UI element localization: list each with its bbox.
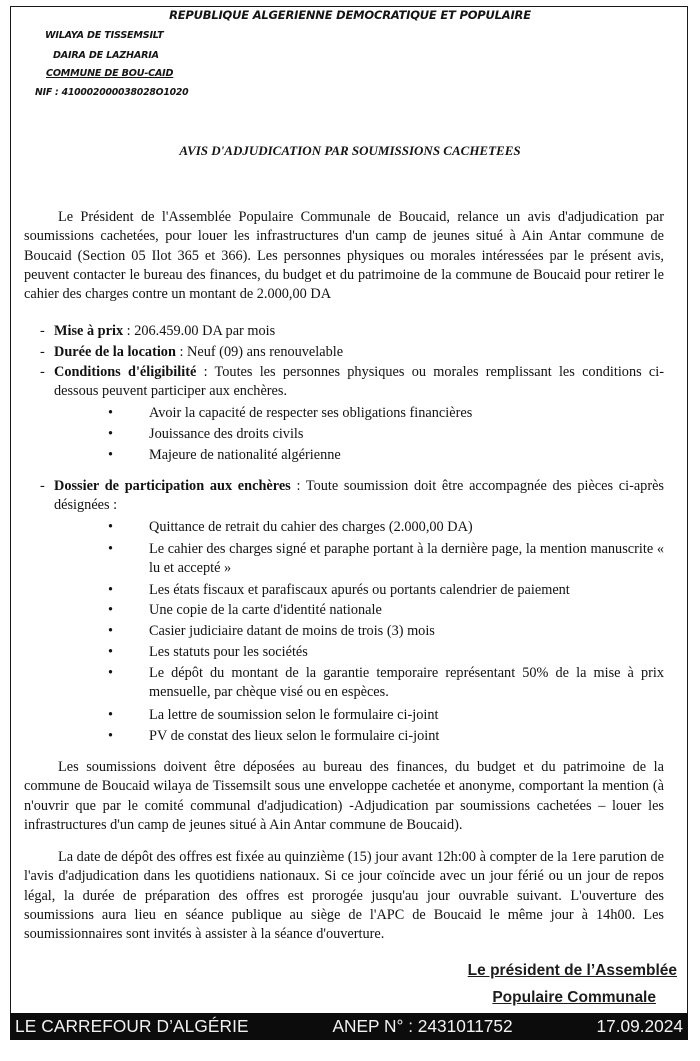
signature-line-2: Populaire Communale xyxy=(492,989,656,1006)
intro-text: Le Président de l'Assemblée Populaire Communale de Boucaid, relance un avis d'adjudication par soumissions cachetées, pour louer les infrastructures d'un camp de jeunes situé à Ain Antar commune de Boucaid (Section 05 Ilot 365 et 366). Les personnes physiques ou morales intéressées par le présent avis, peuvent contacter le bureau des finances, du budget et du patrimoine de la commune de Boucaid pour retirer le cahier des charges contre un montant de 2.000,00 DA xyxy=(24,209,664,303)
dot-bullet-icon: • xyxy=(108,447,114,463)
signature-line-1: Le président de l’Assemblée xyxy=(467,962,677,979)
required-document xyxy=(108,622,664,641)
document-text: Le dépôt du montant de la garantie temporaire représentant 50% de la mise à prix mensuelle, par chèque visé ou en espèces. xyxy=(149,665,664,701)
required-document xyxy=(108,727,664,746)
submission-text: Les soumissions doivent être déposées au bureau des finances, du budget et du patrimoine de la commune de Boucaid wilaya de Tissemsilt sous une enveloppe cachetée et anonyme, comportant la mention (à n'ouvrir que par le comité communal d'adjudication) -Adjudication par soumissions cachetées – louer les infrastructures d'un camp de jeunes situé à Ain Antar commune de Boucaid). xyxy=(24,759,664,833)
document-text: Les statuts pour les sociétés xyxy=(149,644,308,660)
document-text: Le cahier des charges signé et paraphe portant à la dernière page, la mention manuscrite « lu et accepté » xyxy=(149,541,664,577)
deadline-paragraph xyxy=(24,848,664,944)
dot-bullet-icon: • xyxy=(108,519,114,535)
wilaya-line: WILAYA DE TISSEMSILT xyxy=(45,30,164,41)
submission-paragraph xyxy=(24,758,664,835)
dash-bullet-icon: - xyxy=(40,364,45,380)
document-text: Une copie de la carte d'identité nationale xyxy=(149,602,382,618)
publication-footer xyxy=(10,1013,688,1040)
dot-bullet-icon: • xyxy=(108,623,114,639)
item-text: : Neuf (09) ans renouvelable xyxy=(175,344,344,360)
dot-bullet-icon: • xyxy=(108,582,114,598)
item-label: Mise à prix xyxy=(54,323,124,339)
notice-title: AVIS D'ADJUDICATION PAR SOUMISSIONS CACHETEES xyxy=(179,143,521,158)
eligibility-condition xyxy=(108,446,664,465)
item-label: Conditions d'éligibilité xyxy=(54,364,197,380)
nif-line: NIF : 410002000038028O1020 xyxy=(35,87,189,98)
condition-text: Jouissance des droits civils xyxy=(149,426,304,442)
dash-bullet-icon: - xyxy=(40,478,45,494)
dot-bullet-icon: • xyxy=(108,707,114,723)
eligibility-condition xyxy=(108,404,664,423)
required-document xyxy=(108,518,664,537)
publication-date: 17.09.2024 xyxy=(596,1016,683,1036)
document-text: Quittance de retrait du cahier des charges (2.000,00 DA) xyxy=(149,519,473,535)
required-document xyxy=(108,540,664,579)
dot-bullet-icon: • xyxy=(108,602,114,618)
required-document xyxy=(108,601,664,620)
document-text: PV de constat des lieux selon le formulaire ci-joint xyxy=(149,728,440,744)
dash-bullet-icon: - xyxy=(40,323,45,339)
document-text: Casier judiciaire datant de moins de trois (3) mois xyxy=(149,623,435,639)
document-text: La lettre de soumission selon le formulaire ci-joint xyxy=(149,707,439,723)
commune-line: COMMUNE DE BOU-CAID xyxy=(46,68,174,79)
item-label: Dossier de participation aux enchères xyxy=(54,478,291,494)
intro-paragraph xyxy=(24,208,664,304)
list-item-dossier xyxy=(40,477,664,516)
dot-bullet-icon: • xyxy=(108,426,114,442)
deadline-text: La date de dépôt des offres est fixée au quinzième (15) jour avant 12h:00 à compter de la 1ere parution de l'avis d'adjudication dans les quotidiens nationaux. Si ce jour coïncide avec un jour férié ou un jour de repos légal, la durée de préparation des offres est prorogée jusqu'au jour ouvrable suivant. L'ouverture des soumissions aura lieu en séance publique au siège de l'APC de Boucaid le même jour à 14h00. Les soumissionnaires sont invités à assister à la séance d'ouverture. xyxy=(24,849,664,943)
required-document xyxy=(108,581,664,600)
publication-name: LE CARREFOUR D’ALGÉRIE xyxy=(15,1016,249,1036)
document-text: Les états fiscaux et parafiscaux apurés ou portants calendrier de paiement xyxy=(149,582,570,598)
list-item-duration xyxy=(40,343,664,362)
required-document xyxy=(108,643,664,662)
republic-heading: REPUBLIQUE ALGERIENNE DEMOCRATIQUE ET POPULAIRE xyxy=(169,8,531,22)
eligibility-condition xyxy=(108,425,664,444)
dot-bullet-icon: • xyxy=(108,728,114,744)
dash-bullet-icon: - xyxy=(40,344,45,360)
list-item-eligibility xyxy=(40,363,664,402)
anep-number: ANEP N° : 2431011752 xyxy=(332,1016,513,1036)
required-document xyxy=(108,706,664,725)
dot-bullet-icon: • xyxy=(108,405,114,421)
item-text: : Toute soumission doit être accompagnée des pièces ci-après désignées : xyxy=(54,478,664,514)
item-text: : Toutes les personnes physiques ou morales remplissant les conditions ci-dessous peuvent participer aux enchères. xyxy=(54,364,664,400)
condition-text: Majeure de nationalité algérienne xyxy=(149,447,341,463)
dot-bullet-icon: • xyxy=(108,665,114,681)
daira-line: DAIRA DE LAZHARIA xyxy=(53,50,159,61)
dot-bullet-icon: • xyxy=(108,644,114,660)
list-item-price xyxy=(40,322,664,341)
required-document xyxy=(108,664,664,703)
item-text: : 206.459.00 DA par mois xyxy=(123,323,276,339)
item-label: Durée de la location xyxy=(54,344,176,360)
condition-text: Avoir la capacité de respecter ses obligations financières xyxy=(149,405,473,421)
dot-bullet-icon: • xyxy=(108,541,114,557)
